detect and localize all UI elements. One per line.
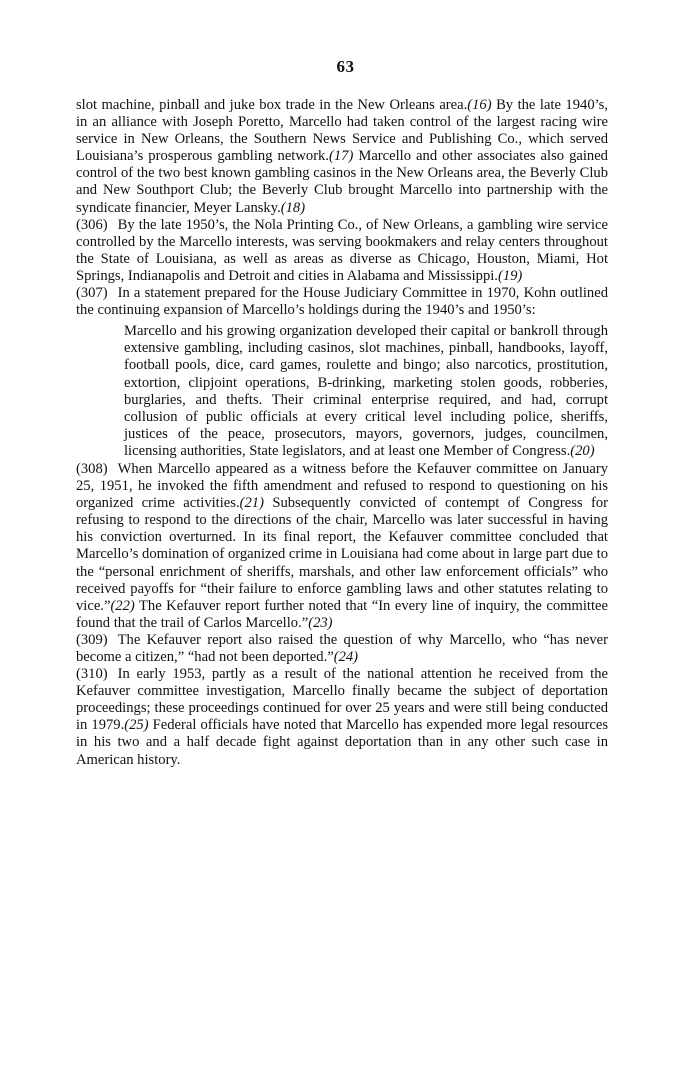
paragraph-text: In a statement prepared for the House Judiciary Committee in 1970, Kohn outlined the continuing expansion of Marcello’s holdings during the 1940’s and 1950’s: [76,285,608,319]
footnote-ref: (21) [239,495,264,512]
paragraph-310 [76,666,608,769]
paragraph-text: In early 1953, partly as a result of the national attention he received from the Kefauver committee investigation, Marcello finally became the subject of deportation proceedings; these proceedings continued for over 25 years and were still being conducted in 1979. [76,666,608,734]
footnote-ref: (20) [570,442,595,459]
page-number: 63 [336,57,355,76]
footnote-ref: (19) [497,267,523,284]
paragraph-text: When Marcello appeared as a witness before the Kefauver committee on January 25, 1951, he invoked the fifth amendment and refused to respond to questioning on his organized crime activities. [76,460,608,512]
block-quote [76,323,608,460]
footnote-ref: (16) [467,97,492,113]
paragraph-number: (306) [76,216,108,233]
paragraph-text: Subsequently convicted of contempt of Congress for refusing to respond to the directions of the chair, Marcello was later successful in having his conviction overturned. In its final report, the Kefauver committee concluded that Marcello’s domination of organized crime in Louisiana had come about in large part due to the “personal enrichment of sheriffs, marshals, and other law enforcement officials” who received payoffs for “their failure to enforce gambling laws and other statutes relating to vice.” [76,495,608,614]
footnote-ref: (24) [333,649,359,665]
paragraph-intro [76,97,608,217]
paragraph-309 [76,632,608,666]
footnote-ref: (18) [280,199,306,216]
paragraph-308 [76,461,608,632]
paragraph-text: Marcello and other associates also gained control of the two best known gambling casinos in the New Orleans area, the Beverly Club and New Southport Club; the Beverly Club brought Marcello into partnership with the syndicate financier, Meyer Lansky. [76,148,608,216]
paragraph-text: The Kefauver report also raised the question of why Marcello, who “has never become a citizen,” “had not been deported.” [76,631,608,665]
quote-text: Marcello and his growing organization developed their capital or bankroll through extensive gambling, including casinos, slot machines, pinball, handbooks, layoff, football pools, dice, card games, roulette and bingo; also narcotics, prostitution, extortion, clipjoint operations, B-drinking, marketing stolen goods, robberies, burglaries, and thefts. Their criminal enterprise required, and had, corrupt collusion of public officials at every critical level including police, sheriffs, justices of the peace, prosecutors, mayors, governors, judges, councilmen, licensing authorities, State legislators, and at least one Member of Congress. [124,323,608,459]
footnote-ref: (23) [308,614,333,631]
paragraph-number: (309) [76,631,108,648]
paragraph-text: By the late 1950’s, the Nola Printing Co., of New Orleans, a gambling wire service controlled by the Marcello interests, was serving bookmakers and relay centers throughout the State of Louisiana, as well as areas as diverse as Chicago, Houston, Miami, Hot Springs, Indianapolis and Detroit and cities in Alabama and Mississippi. [76,216,608,284]
paragraph-number: (308) [76,460,108,477]
paragraph-307 [76,285,608,319]
body-text [76,97,608,769]
paragraph-text: Federal officials have noted that Marcello has expended more legal resources in his two and a half decade fight against deportation than in any other such case in American history. [76,717,608,768]
paragraph-text: By the late 1940’s, in an alliance with Joseph Poretto, Marcello had taken control of the largest racing wire service in New Orleans, the Southern News Service and Publishing Co., which served Louisiana’s prosperous gambling network. [76,97,608,165]
footnote-ref: (22) [110,597,135,614]
paragraph-number: (310) [76,666,108,683]
paragraph-text: The Kefauver report further noted that “In every line of inquiry, the committee found that the trail of Carlos Marcello.” [76,597,608,631]
paragraph-number: (307) [76,285,108,302]
paragraph-306 [76,217,608,285]
footnote-ref: (17) [329,148,354,165]
paragraph-text: slot machine, pinball and juke box trade in the New Orleans area. [76,97,468,113]
footnote-ref: (25) [124,717,149,734]
